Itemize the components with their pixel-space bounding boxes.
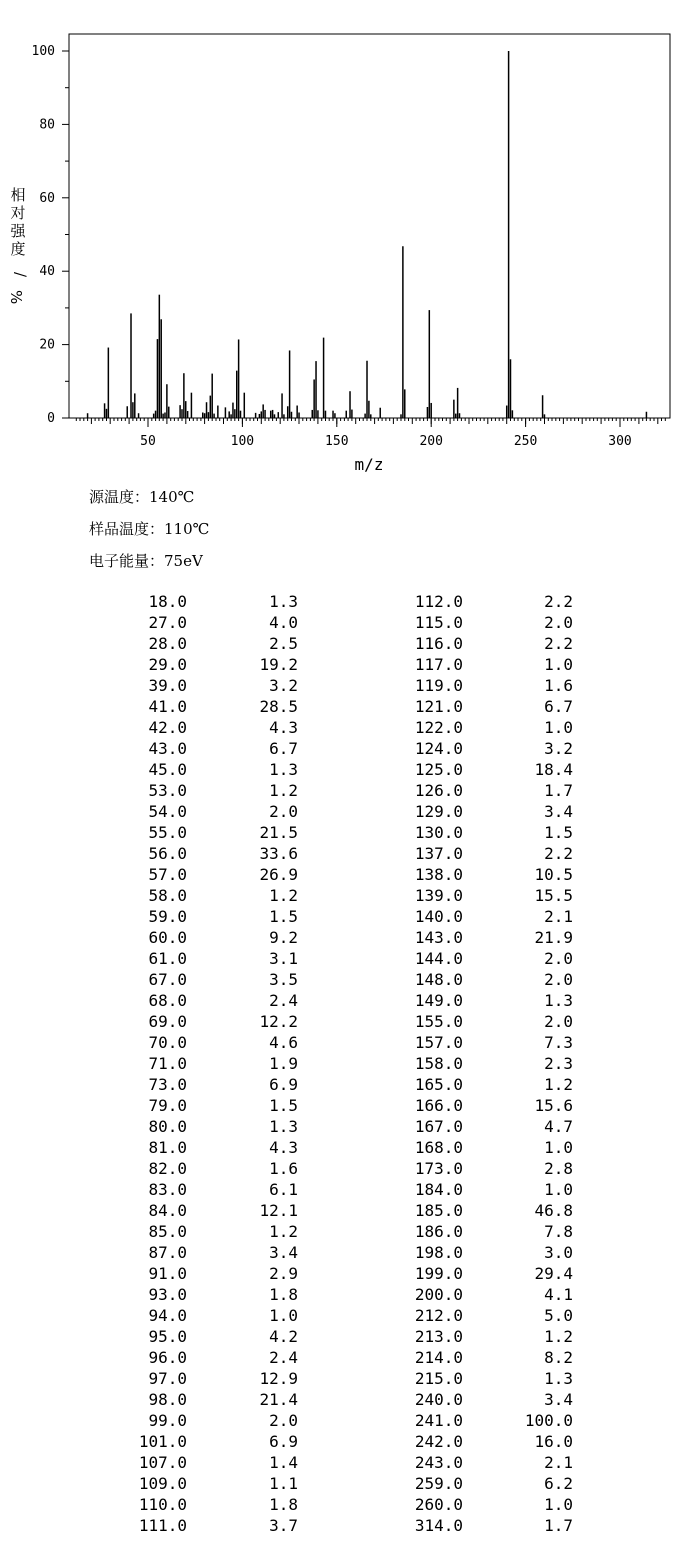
- mz-cell: 144.0: [414, 949, 463, 968]
- mz-cell: 259.0: [414, 1474, 463, 1493]
- mz-cell: 53.0: [148, 781, 187, 800]
- mz-cell: 73.0: [148, 1075, 187, 1094]
- mz-cell: 97.0: [148, 1369, 187, 1388]
- intensity-cell: 2.0: [544, 1012, 573, 1031]
- table-row: [0, 591, 696, 612]
- mz-cell: 157.0: [414, 1033, 463, 1052]
- mz-cell: 117.0: [414, 655, 463, 674]
- mz-cell: 119.0: [414, 676, 463, 695]
- table-row: [0, 1242, 696, 1263]
- mz-cell: 29.0: [148, 655, 187, 674]
- mz-cell: 109.0: [138, 1474, 187, 1493]
- table-row: [0, 654, 696, 675]
- intensity-cell: 1.4: [269, 1453, 298, 1472]
- table-row: [0, 1431, 696, 1452]
- table-row: [0, 1053, 696, 1074]
- y-tick-label: 0: [47, 411, 55, 426]
- spectrum-peaks: [88, 51, 647, 418]
- intensity-cell: 1.5: [269, 1096, 298, 1115]
- mz-cell: 124.0: [414, 739, 463, 758]
- intensity-cell: 2.2: [544, 634, 573, 653]
- intensity-cell: 4.7: [544, 1117, 573, 1136]
- mz-cell: 95.0: [148, 1327, 187, 1346]
- mz-cell: 139.0: [414, 886, 463, 905]
- table-row: [0, 927, 696, 948]
- intensity-cell: 1.3: [544, 1369, 573, 1388]
- mz-cell: 240.0: [414, 1390, 463, 1409]
- intensity-cell: 1.0: [544, 1180, 573, 1199]
- mz-cell: 149.0: [414, 991, 463, 1010]
- mz-cell: 80.0: [148, 1117, 187, 1136]
- mz-cell: 241.0: [414, 1411, 463, 1430]
- intensity-cell: 15.5: [534, 886, 573, 905]
- table-row: [0, 1137, 696, 1158]
- mz-cell: 186.0: [414, 1222, 463, 1241]
- mz-cell: 158.0: [414, 1054, 463, 1073]
- mz-cell: 129.0: [414, 802, 463, 821]
- mz-cell: 116.0: [414, 634, 463, 653]
- mz-cell: 99.0: [148, 1411, 187, 1430]
- table-row: [0, 1074, 696, 1095]
- mz-cell: 138.0: [414, 865, 463, 884]
- intensity-cell: 3.4: [544, 802, 573, 821]
- intensity-cell: 6.9: [269, 1075, 298, 1094]
- mz-cell: 67.0: [148, 970, 187, 989]
- mz-cell: 148.0: [414, 970, 463, 989]
- intensity-cell: 4.2: [269, 1327, 298, 1346]
- table-row: [0, 801, 696, 822]
- intensity-cell: 16.0: [534, 1432, 573, 1451]
- table-row: [0, 1221, 696, 1242]
- y-tick-label: 80: [39, 117, 55, 133]
- y-label-char: 对: [10, 204, 26, 222]
- mz-cell: 243.0: [414, 1453, 463, 1472]
- intensity-cell: 1.0: [544, 655, 573, 674]
- intensity-cell: 1.2: [544, 1075, 573, 1094]
- mz-cell: 61.0: [148, 949, 187, 968]
- mz-cell: 45.0: [148, 760, 187, 779]
- intensity-cell: 2.3: [544, 1054, 573, 1073]
- intensity-cell: 4.3: [269, 718, 298, 737]
- mz-cell: 83.0: [148, 1180, 187, 1199]
- intensity-cell: 1.6: [544, 676, 573, 695]
- intensity-cell: 6.7: [269, 739, 298, 758]
- mz-cell: 112.0: [414, 592, 463, 611]
- table-row: [0, 633, 696, 654]
- table-row: [0, 906, 696, 927]
- table-row: [0, 1473, 696, 1494]
- intensity-cell: 6.2: [544, 1474, 573, 1493]
- table-row: [0, 1263, 696, 1284]
- intensity-cell: 1.5: [269, 907, 298, 926]
- intensity-cell: 46.8: [534, 1201, 573, 1220]
- intensity-cell: 4.3: [269, 1138, 298, 1157]
- table-row: [0, 1368, 696, 1389]
- intensity-cell: 1.2: [269, 781, 298, 800]
- intensity-cell: 15.6: [534, 1096, 573, 1115]
- intensity-cell: 1.6: [269, 1159, 298, 1178]
- intensity-cell: 21.9: [534, 928, 573, 947]
- mz-cell: 41.0: [148, 697, 187, 716]
- table-row: [0, 990, 696, 1011]
- mz-cell: 115.0: [414, 613, 463, 632]
- intensity-cell: 3.5: [269, 970, 298, 989]
- svg-text:相对强度/%: [7, 186, 30, 304]
- mz-cell: 125.0: [414, 760, 463, 779]
- table-row: [0, 1158, 696, 1179]
- mz-cell: 198.0: [414, 1243, 463, 1262]
- table-row: [0, 1200, 696, 1221]
- intensity-cell: 4.6: [269, 1033, 298, 1052]
- intensity-cell: 3.0: [544, 1243, 573, 1262]
- intensity-cell: 1.0: [544, 1495, 573, 1514]
- table-row: [0, 1011, 696, 1032]
- intensity-cell: 2.5: [269, 634, 298, 653]
- intensity-cell: 4.0: [269, 613, 298, 632]
- x-tick-label: 150: [325, 434, 349, 449]
- table-row: [0, 969, 696, 990]
- y-label-char: 强: [10, 222, 26, 240]
- intensity-cell: 12.1: [259, 1201, 298, 1220]
- mz-cell: 200.0: [414, 1285, 463, 1304]
- mz-cell: 18.0: [148, 592, 187, 611]
- mz-cell: 314.0: [414, 1516, 463, 1535]
- intensity-cell: 1.3: [269, 760, 298, 779]
- mz-cell: 70.0: [148, 1033, 187, 1052]
- table-row: [0, 1452, 696, 1473]
- mz-cell: 85.0: [148, 1222, 187, 1241]
- mz-cell: 69.0: [148, 1012, 187, 1031]
- mz-cell: 168.0: [414, 1138, 463, 1157]
- intensity-cell: 2.0: [544, 613, 573, 632]
- mz-cell: 173.0: [414, 1159, 463, 1178]
- peak-table: [0, 591, 696, 1536]
- intensity-cell: 9.2: [269, 928, 298, 947]
- intensity-cell: 2.4: [269, 1348, 298, 1367]
- intensity-cell: 3.2: [269, 676, 298, 695]
- intensity-cell: 18.4: [534, 760, 573, 779]
- mz-cell: 55.0: [148, 823, 187, 842]
- mz-cell: 165.0: [414, 1075, 463, 1094]
- table-row: [0, 1032, 696, 1053]
- mz-cell: 84.0: [148, 1201, 187, 1220]
- mz-cell: 167.0: [414, 1117, 463, 1136]
- intensity-cell: 1.3: [269, 1117, 298, 1136]
- intensity-cell: 2.0: [269, 1411, 298, 1430]
- mz-cell: 184.0: [414, 1180, 463, 1199]
- table-row: [0, 1389, 696, 1410]
- x-axis-label: m/z: [354, 455, 384, 474]
- intensity-cell: 12.2: [259, 1012, 298, 1031]
- y-tick-label: 40: [39, 264, 55, 280]
- y-tick-label: 20: [39, 337, 55, 353]
- mz-cell: 213.0: [414, 1327, 463, 1346]
- intensity-cell: 6.7: [544, 697, 573, 716]
- table-row: [0, 885, 696, 906]
- mz-cell: 98.0: [148, 1390, 187, 1409]
- mz-cell: 137.0: [414, 844, 463, 863]
- intensity-cell: 3.4: [269, 1243, 298, 1262]
- intensity-cell: 29.4: [534, 1264, 573, 1283]
- mz-cell: 96.0: [148, 1348, 187, 1367]
- table-row: [0, 612, 696, 633]
- intensity-cell: 1.8: [269, 1285, 298, 1304]
- mz-cell: 71.0: [148, 1054, 187, 1073]
- intensity-cell: 1.7: [544, 1516, 573, 1535]
- table-row: [0, 1494, 696, 1515]
- electron-energy: 电子能量：75eV: [89, 552, 203, 570]
- mz-cell: 140.0: [414, 907, 463, 926]
- mz-cell: 57.0: [148, 865, 187, 884]
- mz-cell: 155.0: [414, 1012, 463, 1031]
- intensity-cell: 5.0: [544, 1306, 573, 1325]
- table-row: [0, 1515, 696, 1536]
- mz-cell: 87.0: [148, 1243, 187, 1262]
- y-tick-label: 60: [39, 190, 55, 206]
- mz-cell: 215.0: [414, 1369, 463, 1388]
- sample-temperature: 样品温度：110℃: [89, 520, 210, 538]
- intensity-cell: 2.0: [544, 949, 573, 968]
- mz-cell: 101.0: [138, 1432, 187, 1451]
- intensity-cell: 21.5: [259, 823, 298, 842]
- mz-cell: 121.0: [414, 697, 463, 716]
- intensity-cell: 1.2: [269, 1222, 298, 1241]
- x-tick-label: 50: [140, 434, 156, 449]
- table-row: [0, 780, 696, 801]
- intensity-cell: 2.2: [544, 844, 573, 863]
- mz-cell: 54.0: [148, 802, 187, 821]
- intensity-cell: 1.5: [544, 823, 573, 842]
- y-label-char: /: [11, 272, 30, 278]
- intensity-cell: 1.9: [269, 1054, 298, 1073]
- mz-cell: 28.0: [148, 634, 187, 653]
- table-row: [0, 1410, 696, 1431]
- intensity-cell: 8.2: [544, 1348, 573, 1367]
- intensity-cell: 1.0: [544, 1138, 573, 1157]
- intensity-cell: 1.2: [269, 886, 298, 905]
- y-axis-label: [7, 186, 30, 304]
- mz-cell: 42.0: [148, 718, 187, 737]
- table-row: [0, 759, 696, 780]
- axis-ticks: [32, 44, 632, 449]
- intensity-cell: 33.6: [259, 844, 298, 863]
- intensity-cell: 1.2: [544, 1327, 573, 1346]
- mz-cell: 58.0: [148, 886, 187, 905]
- table-row: [0, 864, 696, 885]
- mz-cell: 68.0: [148, 991, 187, 1010]
- mz-cell: 166.0: [414, 1096, 463, 1115]
- mz-cell: 59.0: [148, 907, 187, 926]
- y-label-char: %: [6, 290, 25, 305]
- table-row: [0, 1116, 696, 1137]
- table-row: [0, 948, 696, 969]
- mass-spectrum-chart: [0, 0, 696, 480]
- mz-cell: 143.0: [414, 928, 463, 947]
- intensity-cell: 6.1: [269, 1180, 298, 1199]
- mz-cell: 111.0: [138, 1516, 187, 1535]
- intensity-cell: 2.4: [269, 991, 298, 1010]
- mz-cell: 212.0: [414, 1306, 463, 1325]
- table-row: [0, 822, 696, 843]
- x-tick-label: 250: [513, 434, 538, 449]
- table-row: [0, 738, 696, 759]
- intensity-cell: 1.3: [544, 991, 573, 1010]
- table-row: [0, 696, 696, 717]
- mz-cell: 60.0: [148, 928, 187, 947]
- mz-cell: 43.0: [148, 739, 187, 758]
- intensity-cell: 2.0: [269, 802, 298, 821]
- intensity-cell: 12.9: [259, 1369, 298, 1388]
- source-temperature: 源温度：140℃: [89, 488, 195, 506]
- mz-cell: 242.0: [414, 1432, 463, 1451]
- intensity-cell: 6.9: [269, 1432, 298, 1451]
- mz-cell: 82.0: [148, 1159, 187, 1178]
- mz-cell: 56.0: [148, 844, 187, 863]
- intensity-cell: 3.2: [544, 739, 573, 758]
- table-row: [0, 1284, 696, 1305]
- intensity-cell: 2.9: [269, 1264, 298, 1283]
- intensity-cell: 1.1: [269, 1474, 298, 1493]
- x-tick-label: 200: [419, 434, 443, 449]
- mz-cell: 93.0: [148, 1285, 187, 1304]
- intensity-cell: 100.0: [524, 1411, 573, 1430]
- intensity-cell: 28.5: [259, 697, 298, 716]
- experiment-conditions: [89, 486, 209, 582]
- mz-cell: 214.0: [414, 1348, 463, 1367]
- intensity-cell: 1.7: [544, 781, 573, 800]
- intensity-cell: 1.0: [269, 1306, 298, 1325]
- x-tick-label: 300: [608, 434, 632, 449]
- mz-cell: 91.0: [148, 1264, 187, 1283]
- intensity-cell: 10.5: [534, 865, 573, 884]
- x-minor-ticks: [76, 418, 665, 424]
- intensity-cell: 1.3: [269, 592, 298, 611]
- table-row: [0, 717, 696, 738]
- intensity-cell: 3.7: [269, 1516, 298, 1535]
- intensity-cell: 3.1: [269, 949, 298, 968]
- mz-cell: 130.0: [414, 823, 463, 842]
- table-row: [0, 1347, 696, 1368]
- intensity-cell: 2.1: [544, 907, 573, 926]
- intensity-cell: 2.2: [544, 592, 573, 611]
- mz-cell: 27.0: [148, 613, 187, 632]
- table-row: [0, 843, 696, 864]
- mz-cell: 39.0: [148, 676, 187, 695]
- intensity-cell: 7.8: [544, 1222, 573, 1241]
- mz-cell: 81.0: [148, 1138, 187, 1157]
- intensity-cell: 19.2: [259, 655, 298, 674]
- table-row: [0, 1095, 696, 1116]
- y-label-char: 度: [10, 240, 26, 258]
- mz-cell: 260.0: [414, 1495, 463, 1514]
- table-row: [0, 1179, 696, 1200]
- y-label-char: 相: [10, 186, 26, 204]
- table-row: [0, 1326, 696, 1347]
- intensity-cell: 2.1: [544, 1453, 573, 1472]
- mz-cell: 122.0: [414, 718, 463, 737]
- intensity-cell: 1.8: [269, 1495, 298, 1514]
- mz-cell: 110.0: [138, 1495, 187, 1514]
- intensity-cell: 26.9: [259, 865, 298, 884]
- mz-cell: 94.0: [148, 1306, 187, 1325]
- intensity-cell: 2.8: [544, 1159, 573, 1178]
- table-row: [0, 675, 696, 696]
- intensity-cell: 21.4: [259, 1390, 298, 1409]
- intensity-cell: 3.4: [544, 1390, 573, 1409]
- y-tick-label: 100: [31, 44, 55, 59]
- mz-cell: 79.0: [148, 1096, 187, 1115]
- mz-cell: 126.0: [414, 781, 463, 800]
- x-tick-label: 100: [230, 434, 255, 449]
- table-row: [0, 1305, 696, 1326]
- mz-cell: 199.0: [414, 1264, 463, 1283]
- intensity-cell: 1.0: [544, 718, 573, 737]
- mz-cell: 107.0: [138, 1453, 187, 1472]
- intensity-cell: 2.0: [544, 970, 573, 989]
- intensity-cell: 4.1: [544, 1285, 573, 1304]
- mz-cell: 185.0: [414, 1201, 463, 1220]
- intensity-cell: 7.3: [544, 1033, 573, 1052]
